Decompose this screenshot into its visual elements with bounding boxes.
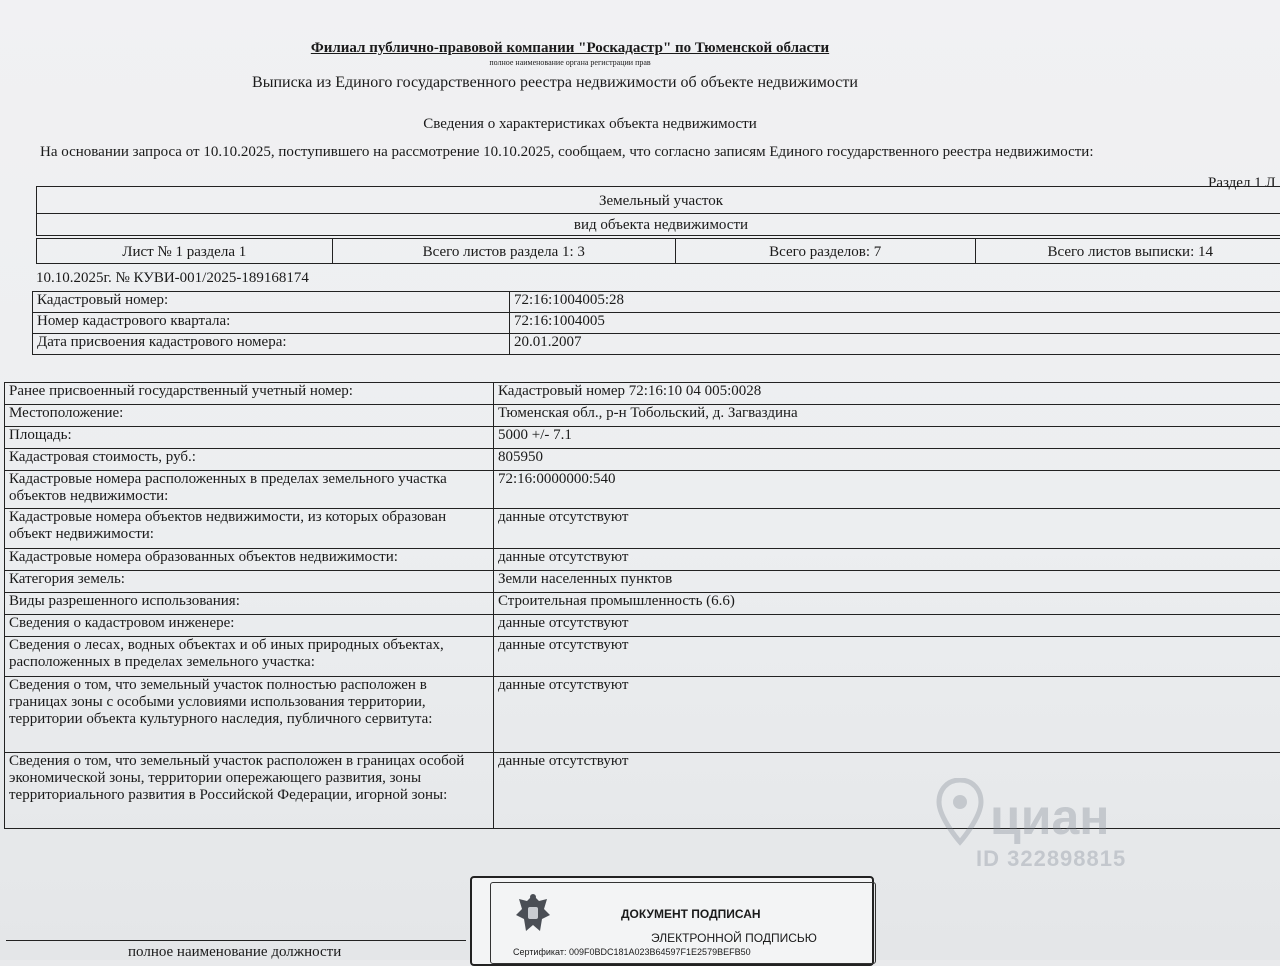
- table-row: [5, 593, 1280, 615]
- section-label: Раздел 1 Л: [1208, 175, 1276, 192]
- sheet-number: Лист № 1 раздела 1: [37, 239, 333, 263]
- field-value: Земли населенных пунктов: [494, 571, 1280, 593]
- table-row: [5, 549, 1280, 571]
- field-value: данные отсутствуют: [494, 615, 1280, 637]
- field-label: Кадастровая стоимость, руб.:: [5, 449, 494, 471]
- main-fields-table: [32, 291, 1280, 355]
- field-label: Площадь:: [5, 427, 494, 449]
- signature-stamp: [470, 876, 874, 966]
- field-label: Кадастровый номер:: [33, 292, 510, 313]
- table-row: [5, 571, 1280, 593]
- total-extract-sheets: Всего листов выписки: 14: [976, 239, 1280, 263]
- details-table: [4, 382, 1280, 829]
- field-value: данные отсутствуют: [494, 677, 1280, 753]
- field-value: Строительная промышленность (6.6): [494, 593, 1280, 615]
- total-section-sheets: Всего листов раздела 1: 3: [333, 239, 676, 263]
- table-row: [5, 427, 1280, 449]
- field-label: Сведения о кадастровом инженере:: [5, 615, 494, 637]
- field-value: 20.01.2007: [510, 334, 1280, 355]
- organization-caption: полное наименование органа регистрации прав: [120, 58, 1020, 67]
- field-label: Категория земель:: [5, 571, 494, 593]
- table-row: [5, 405, 1280, 427]
- field-value: данные отсутствуют: [494, 753, 1280, 829]
- field-label: Виды разрешенного использования:: [5, 593, 494, 615]
- table-row: [5, 637, 1280, 677]
- stamp-frame: [490, 882, 876, 964]
- field-label: Номер кадастрового квартала:: [33, 313, 510, 334]
- certificate-number: Сертификат: 009F0BDC181A023B64597F1E2579BEFB50: [513, 947, 751, 957]
- field-label: Ранее присвоенный государственный учетный номер:: [5, 383, 494, 405]
- table-row: [33, 313, 1280, 334]
- field-label: Дата присвоения кадастрового номера:: [33, 334, 510, 355]
- table-row: [5, 383, 1280, 405]
- signed-text: ДОКУМЕНТ ПОДПИСАН: [621, 907, 761, 921]
- field-label: Сведения о том, что земельный участок полностью расположен в границах зоны с особыми условиями использования территории, территории объекта культурного наследия, публичного сервитута:: [5, 677, 494, 753]
- field-value: 72:16:1004005:28: [510, 292, 1280, 313]
- extract-title: Выписка из Единого государственного реестра недвижимости об объекте недвижимости: [60, 74, 1050, 92]
- position-caption: полное наименование должности: [128, 944, 341, 961]
- watermark-brand: циан: [990, 788, 1109, 846]
- total-sections: Всего разделов: 7: [676, 239, 976, 263]
- field-label: Сведения о лесах, водных объектах и об иных природных объектах, расположенных в пределах земельного участка:: [5, 637, 494, 677]
- location-pin-icon: [936, 778, 984, 848]
- table-row: [33, 292, 1280, 313]
- field-value: Кадастровый номер 72:16:10 04 005:0028: [494, 383, 1280, 405]
- watermark: [930, 770, 1170, 880]
- field-value: 72:16:1004005: [510, 313, 1280, 334]
- watermark-id: ID 322898815: [976, 846, 1126, 872]
- table-row: [5, 471, 1280, 509]
- field-label: Кадастровые номера расположенных в пределах земельного участка объектов недвижимости:: [5, 471, 494, 509]
- field-label: Кадастровые номера образованных объектов недвижимости:: [5, 549, 494, 571]
- esign-text: ЭЛЕКТРОННОЙ ПОДПИСЬЮ: [651, 931, 817, 945]
- table-row: [33, 334, 1280, 355]
- field-value: Тюменская обл., р-н Тобольский, д. Загваздина: [494, 405, 1280, 427]
- coat-of-arms-icon: [513, 891, 553, 939]
- field-value: 72:16:0000000:540: [494, 471, 1280, 509]
- object-type-caption: вид объекта недвижимости: [37, 213, 1280, 237]
- field-label: Кадастровые номера объектов недвижимости, из которых образован объект недвижимости:: [5, 509, 494, 549]
- object-type-box: [36, 186, 1280, 236]
- info-title: Сведения о характеристиках объекта недвижимости: [60, 116, 1120, 133]
- request-basis: На основании запроса от 10.10.2025, поступившего на рассмотрение 10.10.2025, сообщаем, что согласно записям Единого государственного реестра недвижимости:: [40, 144, 1094, 161]
- field-value: данные отсутствуют: [494, 509, 1280, 549]
- signature-line: [6, 940, 466, 941]
- table-row: [5, 449, 1280, 471]
- field-value: данные отсутствуют: [494, 549, 1280, 571]
- organization-name: Филиал публично-правовой компании "Роскадастр" по Тюменской области: [120, 40, 1020, 57]
- sheet-info-row: [36, 238, 1280, 264]
- field-label: Местоположение:: [5, 405, 494, 427]
- object-type: Земельный участок: [37, 189, 1280, 214]
- field-value: 805950: [494, 449, 1280, 471]
- registration-number: 10.10.2025г. № КУВИ-001/2025-189168174: [36, 270, 309, 287]
- field-value: 5000 +/- 7.1: [494, 427, 1280, 449]
- table-row: [5, 509, 1280, 549]
- table-row: [5, 615, 1280, 637]
- field-value: данные отсутствуют: [494, 637, 1280, 677]
- table-row: [5, 677, 1280, 753]
- field-label: Сведения о том, что земельный участок расположен в границах особой экономической зоны, территории опережающего развития, зоны территориального развития в Российской Федерации, игорной зоны:: [5, 753, 494, 829]
